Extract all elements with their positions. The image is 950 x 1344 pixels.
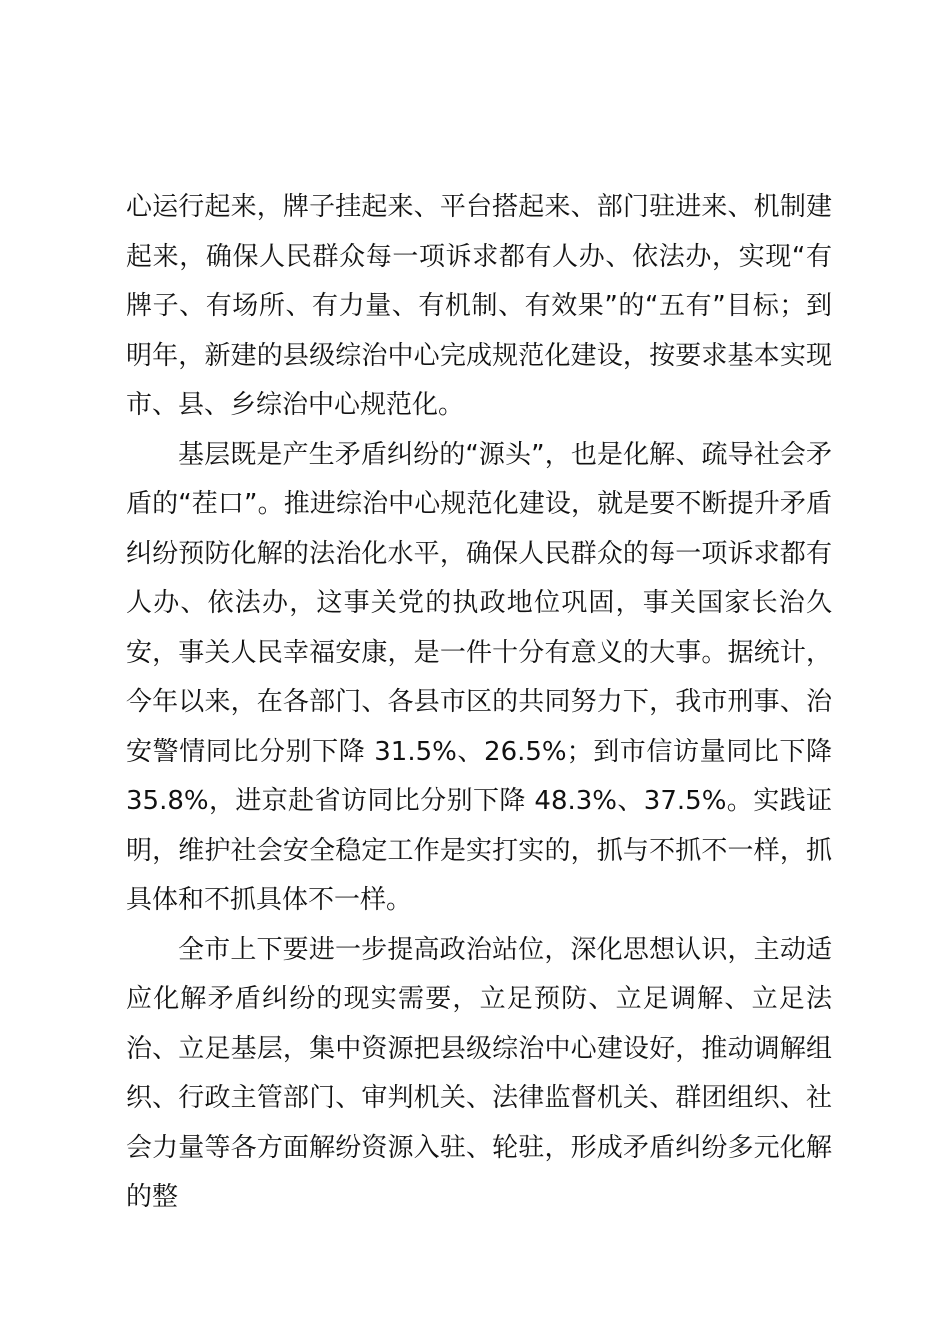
document-body xyxy=(126,183,832,1223)
paragraph-1: 心运行起来，牌子挂起来、平台搭起来、部门驻进来、机制建起来，确保人民群众每一项诉求都有人办、依法办，实现“有牌子、有场所、有力量、有机制、有效果”的“五有”目标；到明年，新建的县级综治中心完成规范化建设，按要求基本实现市、县、乡综治中心规范化。 xyxy=(126,192,832,420)
paragraph-2: 基层既是产生矛盾纠纷的“源头”，也是化解、疏导社会矛盾的“茬口”。推进综治中心规范化建设，就是要不断提升矛盾纠纷预防化解的法治化水平，确保人民群众的每一项诉求都有人办、依法办，这事关党的执政地位巩固，事关国家长治久安，事关人民幸福安康，是一件十分有意义的大事。据统计，今年以来，在各部门、各县市区的共同努力下，我市刑事、治安警情同比分别下降 31.5%、26.5%；到市信访量同比下降35.8%，进京赴省访同比分别下降 48.3%、37.5%。实践证明，维护社会安全稳定工作是实打实的，抓与不抓不一样，抓具体和不抓具体不一样。 xyxy=(126,439,832,915)
paragraph-3: 全市上下要进一步提高政治站位，深化思想认识，主动适应化解矛盾纠纷的现实需要，立足预防、立足调解、立足法治、立足基层，集中资源把县级综治中心建设好，推动调解组织、行政主管部门、审判机关、法律监督机关、群团组织、社会力量等各方面解纷资源入驻、轮驻，形成矛盾纠纷多元化解的整 xyxy=(126,934,832,1212)
